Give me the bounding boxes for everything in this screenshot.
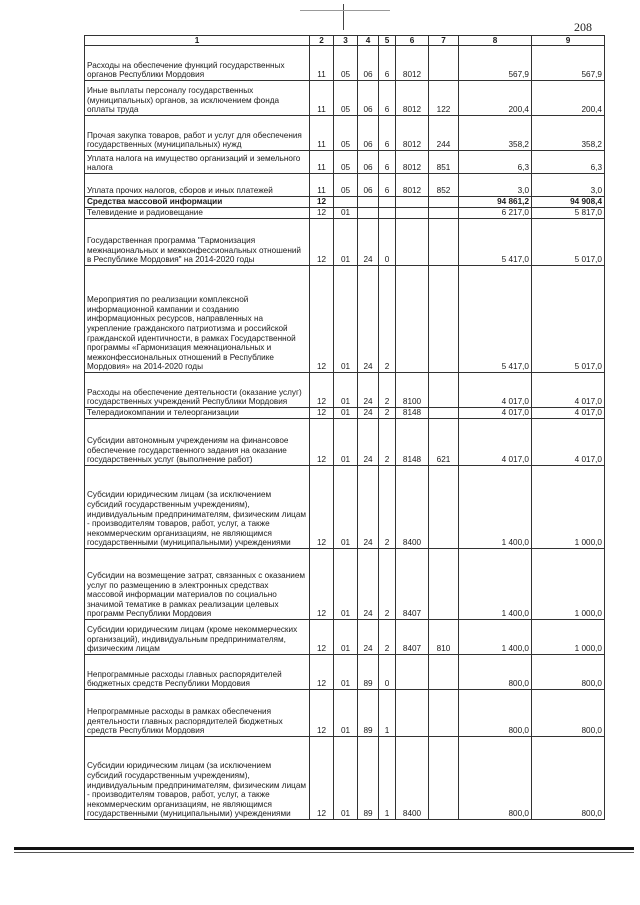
- amount-year-2: 1 000,0: [532, 466, 605, 549]
- amount-year-1: 800,0: [459, 690, 532, 737]
- section-code: 12: [310, 466, 334, 549]
- section-code: 12: [310, 373, 334, 408]
- section-code: 12: [310, 620, 334, 655]
- article-code: [396, 655, 429, 690]
- table-row: [85, 81, 605, 116]
- article-code: 8407: [396, 620, 429, 655]
- subsection-code: 01: [334, 466, 358, 549]
- subprogram-code: 1: [379, 690, 396, 737]
- section-code: 11: [310, 81, 334, 116]
- amount-year-2: 200,4: [532, 81, 605, 116]
- subprogram-code: 6: [379, 46, 396, 81]
- expense-type-code: [429, 373, 459, 408]
- amount-year-1: 4 017,0: [459, 373, 532, 408]
- column-header: 8: [459, 36, 532, 46]
- subsection-code: 05: [334, 174, 358, 197]
- expense-type-code: [429, 208, 459, 219]
- amount-year-2: 800,0: [532, 690, 605, 737]
- expense-type-code: [429, 408, 459, 419]
- scan-mark: [300, 10, 390, 11]
- amount-year-1: 6,3: [459, 151, 532, 174]
- amount-year-1: 567,9: [459, 46, 532, 81]
- section-code: 12: [310, 208, 334, 219]
- program-code: 06: [358, 151, 379, 174]
- column-header: 7: [429, 36, 459, 46]
- amount-year-1: 6 217,0: [459, 208, 532, 219]
- section-code: 12: [310, 219, 334, 266]
- amount-year-1: 94 861,2: [459, 197, 532, 208]
- table-row: [85, 408, 605, 419]
- program-code: 89: [358, 655, 379, 690]
- article-code: 8012: [396, 46, 429, 81]
- row-name: Уплата налога на имущество организаций и земельного налога: [85, 151, 310, 174]
- column-header: 5: [379, 36, 396, 46]
- expense-type-code: [429, 690, 459, 737]
- program-code: 24: [358, 373, 379, 408]
- bottom-rule: [14, 847, 634, 850]
- article-code: 8407: [396, 549, 429, 620]
- program-code: 24: [358, 408, 379, 419]
- table-row: [85, 197, 605, 208]
- amount-year-2: 1 000,0: [532, 620, 605, 655]
- article-code: 8400: [396, 737, 429, 820]
- program-code: 24: [358, 419, 379, 466]
- row-name: Телерадиокомпании и телеорганизации: [85, 408, 310, 419]
- amount-year-2: 3,0: [532, 174, 605, 197]
- subprogram-code: 2: [379, 266, 396, 373]
- column-header: 9: [532, 36, 605, 46]
- amount-year-1: 5 417,0: [459, 266, 532, 373]
- expense-type-code: [429, 266, 459, 373]
- article-code: [396, 219, 429, 266]
- program-code: 06: [358, 46, 379, 81]
- amount-year-1: 800,0: [459, 737, 532, 820]
- subsection-code: 01: [334, 737, 358, 820]
- section-code: 12: [310, 690, 334, 737]
- row-name: Прочая закупка товаров, работ и услуг для обеспечения государственных (муниципальных) нужд: [85, 116, 310, 151]
- column-header: 2: [310, 36, 334, 46]
- column-header: 3: [334, 36, 358, 46]
- table-row: [85, 655, 605, 690]
- subprogram-code: 6: [379, 174, 396, 197]
- program-code: 24: [358, 549, 379, 620]
- amount-year-1: 1 400,0: [459, 549, 532, 620]
- column-header: 6: [396, 36, 429, 46]
- subprogram-code: 2: [379, 419, 396, 466]
- article-code: 8148: [396, 419, 429, 466]
- subsection-code: 05: [334, 151, 358, 174]
- expense-type-code: 852: [429, 174, 459, 197]
- subsection-code: 01: [334, 419, 358, 466]
- table-row: [85, 466, 605, 549]
- expense-type-code: [429, 46, 459, 81]
- subprogram-code: 6: [379, 151, 396, 174]
- amount-year-1: 1 400,0: [459, 620, 532, 655]
- amount-year-1: 800,0: [459, 655, 532, 690]
- subprogram-code: [379, 197, 396, 208]
- row-name: Непрограммные расходы в рамках обеспечения деятельности главных распорядителей бюджетных средств Республики Мордовия: [85, 690, 310, 737]
- amount-year-2: 800,0: [532, 737, 605, 820]
- amount-year-1: 5 417,0: [459, 219, 532, 266]
- amount-year-2: 567,9: [532, 46, 605, 81]
- amount-year-2: 6,3: [532, 151, 605, 174]
- row-name: Мероприятия по реализации комплексной информационной кампании и созданию информационных ресурсов, направленных на укрепление гражданского патриотизма и российской гражданской идентичности, в рамках Государственной программы «Гармонизация межнациональных и межконфессиональных отношений в Республике Мордовия» на 2014-2020 годы: [85, 266, 310, 373]
- page-number: 208: [574, 20, 592, 34]
- amount-year-2: 4 017,0: [532, 408, 605, 419]
- amount-year-2: 1 000,0: [532, 549, 605, 620]
- amount-year-1: 200,4: [459, 81, 532, 116]
- article-code: 8148: [396, 408, 429, 419]
- program-code: 24: [358, 266, 379, 373]
- article-code: 8012: [396, 151, 429, 174]
- program-code: 24: [358, 466, 379, 549]
- article-code: [396, 197, 429, 208]
- amount-year-2: 5 017,0: [532, 266, 605, 373]
- subsection-code: 01: [334, 208, 358, 219]
- program-code: 06: [358, 116, 379, 151]
- subprogram-code: 1: [379, 737, 396, 820]
- section-code: 12: [310, 655, 334, 690]
- expense-type-code: [429, 549, 459, 620]
- subsection-code: 05: [334, 46, 358, 81]
- row-name: Субсидии юридическим лицам (кроме некоммерческих организаций), индивидуальным предпринимателям, физическим лицам: [85, 620, 310, 655]
- amount-year-1: 3,0: [459, 174, 532, 197]
- subsection-code: 01: [334, 266, 358, 373]
- amount-year-2: 4 017,0: [532, 419, 605, 466]
- table-row: [85, 266, 605, 373]
- article-code: 8012: [396, 116, 429, 151]
- table-row: [85, 549, 605, 620]
- subprogram-code: 2: [379, 466, 396, 549]
- article-code: [396, 208, 429, 219]
- subprogram-code: 2: [379, 373, 396, 408]
- section-code: 11: [310, 151, 334, 174]
- expense-type-code: 621: [429, 419, 459, 466]
- section-code: 12: [310, 408, 334, 419]
- row-name: Субсидии на возмещение затрат, связанных с оказанием услуг по размещению в электронных средствах массовой информации материалов по социально значимой тематике в рамках реализации целевых программ Республики Мордовия: [85, 549, 310, 620]
- subsection-code: 05: [334, 81, 358, 116]
- budget-table: [84, 35, 605, 820]
- row-name: Телевидение и радиовещание: [85, 208, 310, 219]
- article-code: [396, 266, 429, 373]
- subsection-code: 01: [334, 655, 358, 690]
- subprogram-code: 2: [379, 408, 396, 419]
- expense-type-code: [429, 219, 459, 266]
- amount-year-2: 4 017,0: [532, 373, 605, 408]
- table-row: [85, 174, 605, 197]
- section-code: 12: [310, 549, 334, 620]
- amount-year-2: 5 817,0: [532, 208, 605, 219]
- subprogram-code: 0: [379, 655, 396, 690]
- table-row: [85, 46, 605, 81]
- section-code: 12: [310, 419, 334, 466]
- amount-year-1: 358,2: [459, 116, 532, 151]
- section-code: 12: [310, 197, 334, 208]
- subsection-code: 01: [334, 408, 358, 419]
- section-code: 11: [310, 116, 334, 151]
- expense-type-code: [429, 655, 459, 690]
- subsection-code: 05: [334, 116, 358, 151]
- row-name: Субсидии автономным учреждениям на финансовое обеспечение государственного задания на оказание государственных услуг (выполнение работ): [85, 419, 310, 466]
- table-row: [85, 373, 605, 408]
- program-code: 24: [358, 219, 379, 266]
- expense-type-code: [429, 197, 459, 208]
- subprogram-code: 0: [379, 219, 396, 266]
- amount-year-2: 358,2: [532, 116, 605, 151]
- subsection-code: 01: [334, 219, 358, 266]
- table-row: [85, 208, 605, 219]
- expense-type-code: 244: [429, 116, 459, 151]
- section-code: 12: [310, 737, 334, 820]
- expense-type-code: 810: [429, 620, 459, 655]
- scan-mark: [343, 4, 344, 30]
- column-header: 4: [358, 36, 379, 46]
- table-row: [85, 690, 605, 737]
- amount-year-2: 94 908,4: [532, 197, 605, 208]
- program-code: 24: [358, 620, 379, 655]
- subsection-code: 01: [334, 373, 358, 408]
- program-code: 89: [358, 737, 379, 820]
- article-code: 8012: [396, 81, 429, 116]
- row-name: Расходы на обеспечение деятельности (оказание услуг) государственных учреждений Республики Мордовия: [85, 373, 310, 408]
- subprogram-code: [379, 208, 396, 219]
- program-code: [358, 197, 379, 208]
- row-name: Средства массовой информации: [85, 197, 310, 208]
- program-code: 06: [358, 174, 379, 197]
- article-code: 8100: [396, 373, 429, 408]
- table-row: [85, 151, 605, 174]
- program-code: 06: [358, 81, 379, 116]
- amount-year-1: 4 017,0: [459, 408, 532, 419]
- expense-type-code: [429, 466, 459, 549]
- row-name: Субсидии юридическим лицам (за исключением субсидий государственным учреждениям), индивидуальным предпринимателям, физическим лицам - производителям товаров, работ, услуг, а также некоммерческим организациям, не являющимся государственными (муниципальными) учреждениями: [85, 466, 310, 549]
- expense-type-code: [429, 737, 459, 820]
- row-name: Непрограммные расходы главных распорядителей бюджетных средств Республики Мордовия: [85, 655, 310, 690]
- subsection-code: 01: [334, 690, 358, 737]
- subsection-code: 01: [334, 620, 358, 655]
- table-row: [85, 737, 605, 820]
- program-code: [358, 208, 379, 219]
- section-code: 11: [310, 174, 334, 197]
- table-row: [85, 219, 605, 266]
- header-row: [85, 36, 605, 46]
- table-row: [85, 419, 605, 466]
- row-name: Государственная программа "Гармонизация межнациональных и межконфессиональных отношений в Республике Мордовия" на 2014-2020 годы: [85, 219, 310, 266]
- expense-type-code: 851: [429, 151, 459, 174]
- subprogram-code: 6: [379, 81, 396, 116]
- row-name: Расходы на обеспечение функций государственных органов Республики Мордовия: [85, 46, 310, 81]
- subprogram-code: 2: [379, 620, 396, 655]
- table-row: [85, 116, 605, 151]
- bottom-rule: [14, 852, 634, 853]
- article-code: [396, 690, 429, 737]
- program-code: 89: [358, 690, 379, 737]
- amount-year-2: 5 017,0: [532, 219, 605, 266]
- subprogram-code: 6: [379, 116, 396, 151]
- article-code: 8012: [396, 174, 429, 197]
- column-header: 1: [85, 36, 310, 46]
- subsection-code: [334, 197, 358, 208]
- table-row: [85, 620, 605, 655]
- subprogram-code: 2: [379, 549, 396, 620]
- subsection-code: 01: [334, 549, 358, 620]
- section-code: 11: [310, 46, 334, 81]
- expense-type-code: 122: [429, 81, 459, 116]
- amount-year-2: 800,0: [532, 655, 605, 690]
- amount-year-1: 1 400,0: [459, 466, 532, 549]
- row-name: Субсидии юридическим лицам (за исключением субсидий государственным учреждениям), индивидуальным предпринимателям, физическим лицам - производителям товаров, работ, услуг, а также некоммерческим организациям, не являющимся государственными (муниципальными) учреждениями: [85, 737, 310, 820]
- article-code: 8400: [396, 466, 429, 549]
- row-name: Иные выплаты персоналу государственных (муниципальных) органов, за исключением фонда оплаты труда: [85, 81, 310, 116]
- row-name: Уплата прочих налогов, сборов и иных платежей: [85, 174, 310, 197]
- amount-year-1: 4 017,0: [459, 419, 532, 466]
- section-code: 12: [310, 266, 334, 373]
